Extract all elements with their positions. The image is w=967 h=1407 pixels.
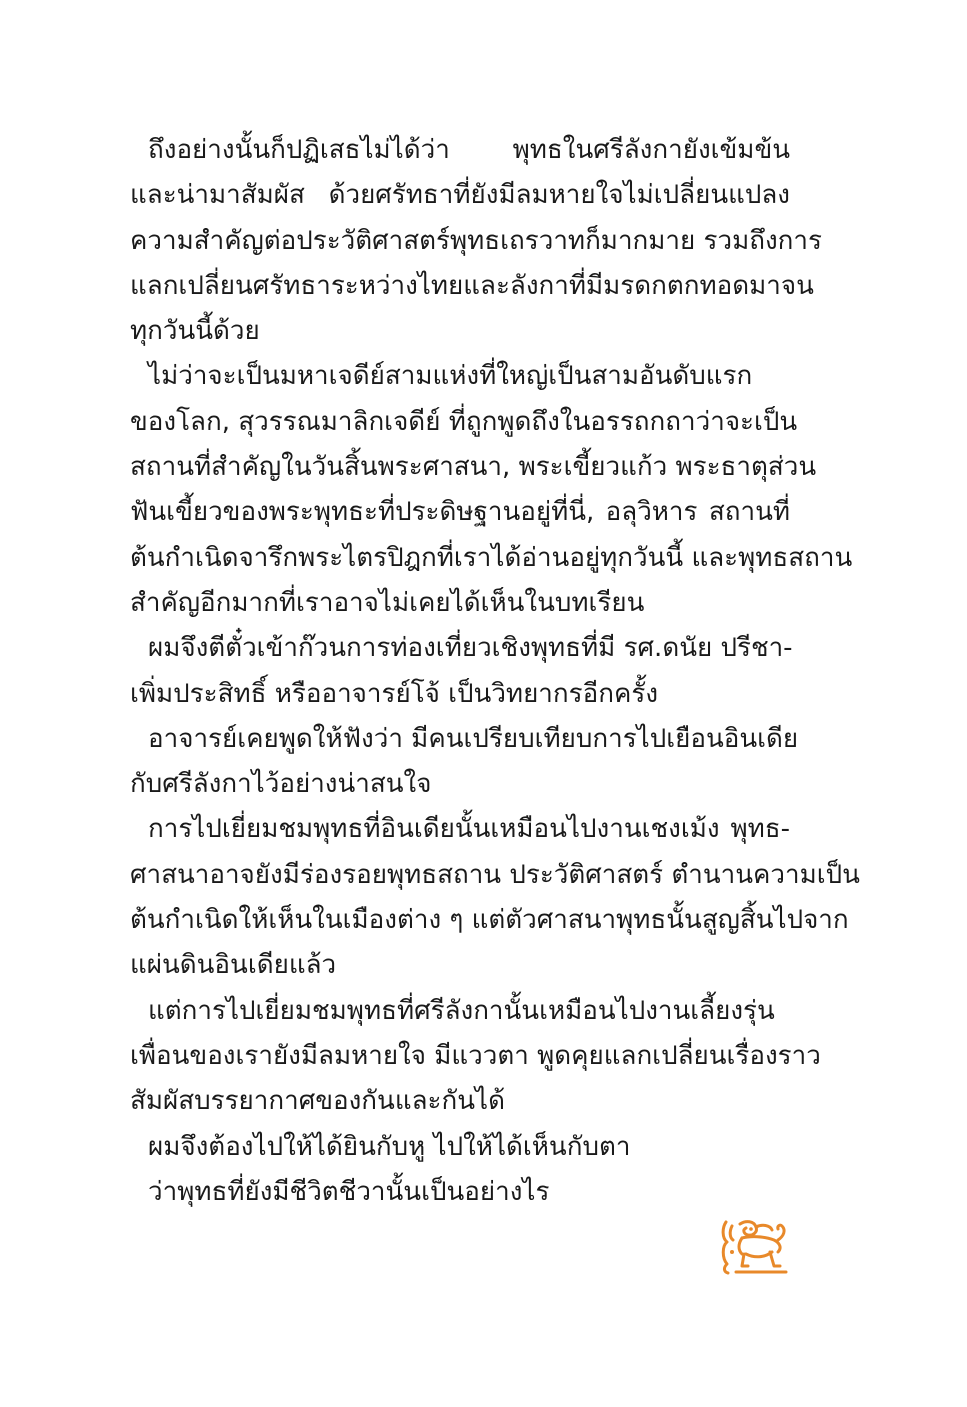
text-line: แลกเปลี่ยนศรัทธาระหว่างไทยและลังกาที่มีมรดกตกทอดมาจน xyxy=(130,270,814,301)
text-line: ต้นกำเนิดให้เห็นในเมืองต่าง ๆ แต่ตัวศาสนาพุทธนั้นสูญสิ้นไปจาก xyxy=(130,905,849,936)
text-line: ว่าพุทธที่ยังมีชีวิตชีวานั้นเป็นอย่างไร xyxy=(148,1176,550,1207)
text-line: ฟันเขี้ยวของพระพุทธะที่ประดิษฐานอยู่ที่นี่, อลุวิหาร สถานที่ xyxy=(130,497,790,528)
text-line: ความสำคัญต่อประวัติศาสตร์พุทธเถรวาทก็มากมาย รวมถึงการ xyxy=(130,225,822,256)
text-line: กับศรีลังกาไว้อย่างน่าสนใจ xyxy=(130,769,432,800)
text-line: ของโลก, สุวรรณมาลิกเจดีย์ ที่ถูกพูดถึงในอรรถกถาว่าจะเป็น xyxy=(130,406,798,437)
text-line: สัมผัสบรรยากาศของกันและกันได้ xyxy=(130,1086,505,1117)
text-line: ไม่ว่าจะเป็นมหาเจดีย์สามแห่งที่ใหญ่เป็นสามอันดับแรก xyxy=(148,361,753,392)
text-line: แต่การไปเยี่ยมชมพุทธที่ศรีลังกานั้นเหมือนไปงานเลี้ยงรุ่น xyxy=(148,995,775,1026)
text-line: สำคัญอีกมากที่เราอาจไม่เคยได้เห็นในบทเรียน xyxy=(130,587,645,618)
text-line: แผ่นดินอินเดียแล้ว xyxy=(130,950,337,981)
text-line: สถานที่สำคัญในวันสิ้นพระศาสนา, พระเขี้ยวแก้ว พระธาตุส่วน xyxy=(130,452,817,483)
text-line: ผมจึงตีตั๋วเข้าก๊วนการท่องเที่ยวเชิงพุทธที่มี รศ.ดนัย ปรีชา- xyxy=(148,633,793,664)
text-line: เพิ่มประสิทธิ์ หรืออาจารย์โจ้ เป็นวิทยากรอีกครั้ง xyxy=(130,678,659,709)
text-line: และน่ามาสัมผัส ด้วยศรัทธาที่ยังมีลมหายใจไม่เปลี่ยนแปลง xyxy=(130,180,790,211)
text-line: อาจารย์เคยพูดให้ฟังว่า มีคนเปรียบเทียบการไปเยือนอินเดีย xyxy=(148,723,799,754)
text-line: ถึงอย่างนั้นก็ปฏิเสธไม่ได้ว่า พุทธในศรีลังกายังเข้มข้น xyxy=(148,135,790,165)
text-line: เพื่อนของเรายังมีลมหายใจ มีแววตา พูดคุยแลกเปลี่ยนเรื่องราว xyxy=(130,1040,821,1071)
text-line: ศาสนาอาจยังมีร่องรอยพุทธสถาน ประวัติศาสตร์ ตำนานความเป็น xyxy=(130,859,860,890)
text-line: ต้นกำเนิดจารึกพระไตรปิฎกที่เราได้อ่านอยู่ทุกวันนี้ และพุทธสถาน xyxy=(130,542,853,573)
text-line: ผมจึงต้องไปให้ได้ยินกับหู ไปให้ได้เห็นกับตา xyxy=(148,1131,631,1162)
lion-emblem-icon xyxy=(720,1218,788,1276)
body-text xyxy=(130,128,860,1215)
text-line: การไปเยี่ยมชมพุทธที่อินเดียนั้นเหมือนไปงานเชงเม้ง พุทธ- xyxy=(148,814,790,845)
text-line: ทุกวันนี้ด้วย xyxy=(130,316,260,347)
